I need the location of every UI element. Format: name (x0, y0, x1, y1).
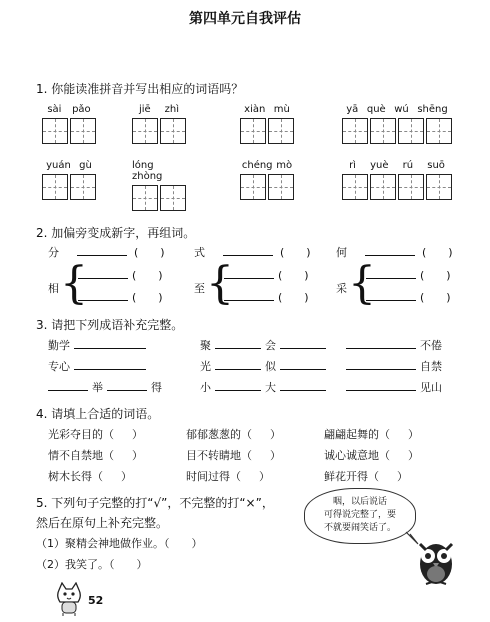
pinyin-syllable: gù (79, 160, 92, 171)
answer-line[interactable] (280, 336, 326, 349)
pinyin-syllable: yā (346, 104, 359, 115)
q4-phrase: 情不自禁地（ (48, 449, 114, 462)
answer-line[interactable] (224, 288, 274, 301)
pinyin-syllable: yuè (370, 160, 389, 171)
pinyin-label (342, 160, 452, 171)
idiom-text: 得 (151, 381, 162, 394)
pinyin-label (132, 104, 186, 115)
writing-grid (132, 118, 186, 144)
writing-cell[interactable] (370, 118, 396, 144)
pinyin-label (342, 104, 452, 115)
answer-line[interactable] (78, 288, 128, 301)
q4-item[interactable] (48, 426, 143, 442)
answer-line[interactable] (77, 243, 127, 256)
q2-brace-1 (48, 258, 188, 310)
answer-line[interactable] (215, 357, 261, 370)
q3-idiom-2a (48, 357, 146, 374)
answer-paren[interactable]: ( ) (420, 291, 451, 304)
q4-item[interactable] (48, 468, 132, 484)
bubble-line: 可得说完整了，要 (323, 510, 396, 520)
pinyin-label (240, 104, 294, 115)
speech-bubble (304, 488, 416, 544)
q4-phrase: 鲜花开得（ (324, 470, 379, 483)
pinyin-syllable: suō (427, 160, 445, 171)
writing-cell[interactable] (240, 174, 266, 200)
page-number: 52 (88, 594, 104, 607)
pinyin-label (240, 160, 294, 171)
writing-grid (42, 174, 96, 200)
answer-paren[interactable]: ( ) (422, 246, 453, 259)
writing-cell[interactable] (132, 118, 158, 144)
pinyin-grid-group (240, 104, 294, 144)
idiom-text: 自禁 (420, 360, 442, 373)
pinyin-syllable: wú (394, 104, 409, 115)
idiom-text: 举 (92, 381, 103, 394)
writing-cell[interactable] (426, 174, 452, 200)
pinyin-label (132, 160, 186, 182)
brace-icon: { (60, 258, 88, 309)
writing-cell[interactable] (42, 118, 68, 144)
q3-idiom-1b (200, 336, 326, 353)
writing-cell[interactable] (426, 118, 452, 144)
q4-phrase: 光彩夺目的（ (48, 428, 114, 441)
answer-paren[interactable]: ( ) (280, 246, 311, 259)
q4-phrase: 郁郁葱葱的（ (186, 428, 252, 441)
idiom-text: 专心 (48, 360, 70, 373)
q4-phrase: 翩翩起舞的（ (324, 428, 390, 441)
idiom-text: 聚 (200, 339, 211, 352)
writing-grid (342, 118, 452, 144)
idiom-text: 大 (265, 381, 276, 394)
brace-icon: { (348, 258, 376, 309)
q3-idiom-3a (48, 378, 162, 395)
answer-line[interactable] (224, 266, 274, 279)
pinyin-grid-group (240, 160, 294, 200)
answer-line[interactable] (215, 336, 261, 349)
pinyin-syllable: jiē (138, 104, 151, 115)
writing-cell[interactable] (132, 185, 158, 211)
q3-idiom-2c (346, 357, 442, 374)
answer-line[interactable] (107, 378, 147, 391)
idiom-text: 不倦 (420, 339, 442, 352)
pinyin-syllable: lóng zhòng (132, 160, 163, 182)
answer-line[interactable] (346, 336, 416, 349)
pinyin-syllable: mù (273, 104, 290, 115)
writing-cell[interactable] (268, 174, 294, 200)
q2-char: 分 (48, 246, 59, 259)
pinyin-grid-group (342, 104, 452, 144)
q5-sentence-2[interactable]: （2）我笑了。（ ） (36, 558, 148, 571)
pinyin-syllable: rú (402, 160, 414, 171)
pinyin-syllable: sài (47, 104, 62, 115)
q4-heading: 4. 请填上合适的词语。 (36, 407, 160, 421)
q2-char: 采 (336, 282, 347, 295)
q4-paren-close: ） (259, 470, 270, 483)
answer-paren[interactable]: ( ) (132, 269, 163, 282)
answer-line[interactable] (74, 336, 146, 349)
pinyin-syllable: què (366, 104, 386, 115)
writing-grid (42, 118, 96, 144)
answer-line[interactable] (365, 243, 415, 256)
writing-cell[interactable] (160, 118, 186, 144)
idiom-text: 见山 (420, 381, 442, 394)
writing-cell[interactable] (268, 118, 294, 144)
q4-phrase: 时间过得（ (186, 470, 241, 483)
answer-line[interactable] (48, 378, 88, 391)
q5-heading-cont: 然后在原句上补充完整。 (36, 516, 169, 530)
q4-paren-close: ） (132, 449, 143, 462)
q4-item[interactable] (186, 447, 281, 463)
answer-line[interactable] (215, 378, 261, 391)
answer-line[interactable] (366, 266, 416, 279)
answer-paren[interactable]: ( ) (132, 291, 163, 304)
q3-idiom-3b (200, 378, 326, 395)
pinyin-syllable: zhì (164, 104, 180, 115)
pinyin-syllable: yuán (46, 160, 71, 171)
q4-phrase: 树木长得（ (48, 470, 103, 483)
pinyin-syllable: pǎo (72, 104, 91, 115)
q4-item[interactable] (48, 447, 143, 463)
bubble-line: 不就要闹笑话了。 (323, 523, 396, 533)
pinyin-grid-group (132, 104, 186, 144)
writing-cell[interactable] (70, 118, 96, 144)
q4-item[interactable] (324, 426, 419, 442)
q2-brace-2 (194, 258, 334, 310)
pinyin-grid-group (132, 160, 186, 211)
q2-brace-3 (336, 258, 476, 310)
q4-paren-close: ） (408, 428, 419, 441)
q4-paren-close: ） (397, 470, 408, 483)
writing-grid (240, 174, 294, 200)
q3-idiom-1a (48, 336, 146, 353)
q4-item[interactable] (324, 447, 419, 463)
q4-item[interactable] (186, 426, 281, 442)
idiom-text: 小 (200, 381, 211, 394)
q4-item[interactable] (186, 468, 270, 484)
answer-paren[interactable]: ( ) (278, 269, 309, 282)
q2-char: 式 (194, 246, 205, 259)
answer-line[interactable] (346, 378, 416, 391)
writing-cell[interactable] (342, 118, 368, 144)
writing-cell[interactable] (370, 174, 396, 200)
q4-phrase: 目不转睛地（ (186, 449, 252, 462)
writing-cell[interactable] (342, 174, 368, 200)
q3-idiom-1c (346, 336, 442, 353)
writing-cell[interactable] (160, 185, 186, 211)
q1-heading: 1. 你能读准拼音并写出相应的词语吗？ (36, 82, 244, 96)
q2-heading: 2. 加偏旁变成新字，再组词。 (36, 226, 196, 240)
q4-paren-close: ） (121, 470, 132, 483)
pinyin-grid-group (42, 160, 96, 200)
answer-paren[interactable]: ( ) (420, 269, 451, 282)
q5-sentence-1[interactable]: （1）聚精会神地做作业。（ ） (36, 537, 203, 550)
idiom-text: 光 (200, 360, 211, 373)
writing-cell[interactable] (398, 118, 424, 144)
q4-paren-close: ） (270, 449, 281, 462)
q5-heading: 5. 下列句子完整的打“√”，不完整的打“×”， (36, 496, 274, 510)
answer-line[interactable] (346, 357, 416, 370)
writing-grid (240, 118, 294, 144)
q4-paren-close: ） (270, 428, 281, 441)
idiom-text: 会 (265, 339, 276, 352)
q3-heading: 3. 请把下列成语补充完整。 (36, 318, 184, 332)
pinyin-syllable: mò (276, 160, 293, 171)
owl-icon (412, 536, 460, 586)
writing-cell[interactable] (70, 174, 96, 200)
answer-line[interactable] (74, 357, 146, 370)
pinyin-syllable: xiàn (244, 104, 266, 115)
brace-icon: { (206, 258, 234, 309)
pinyin-grid-group (342, 160, 452, 200)
q2-char: 相 (48, 282, 59, 295)
pinyin-syllable: chéng (241, 160, 273, 171)
writing-cell[interactable] (240, 118, 266, 144)
answer-line[interactable] (280, 378, 326, 391)
answer-line[interactable] (78, 266, 128, 279)
answer-paren[interactable]: ( ) (134, 246, 165, 259)
q2-char: 何 (336, 246, 347, 259)
pinyin-label (42, 160, 96, 171)
q3-idiom-2b (200, 357, 326, 374)
answer-line[interactable] (280, 357, 326, 370)
q2-char: 至 (194, 282, 205, 295)
page-title: 第四单元自我评估 (189, 11, 301, 27)
q4-item[interactable] (324, 468, 408, 484)
writing-grid (132, 185, 186, 211)
writing-cell[interactable] (42, 174, 68, 200)
q3-idiom-3c (346, 378, 442, 395)
answer-line[interactable] (366, 288, 416, 301)
writing-grid (342, 174, 452, 200)
cat-icon (54, 582, 84, 616)
idiom-text: 似 (265, 360, 276, 373)
pinyin-syllable: shēng (417, 104, 448, 115)
writing-cell[interactable] (398, 174, 424, 200)
bubble-line: 咽，以后说话 (332, 497, 387, 507)
idiom-text: 勤学 (48, 339, 70, 352)
pinyin-label (42, 104, 96, 115)
answer-paren[interactable]: ( ) (278, 291, 309, 304)
q4-paren-close: ） (408, 449, 419, 462)
pinyin-grid-group (42, 104, 96, 144)
q4-paren-close: ） (132, 428, 143, 441)
pinyin-syllable: rì (349, 160, 356, 171)
answer-line[interactable] (223, 243, 273, 256)
q4-phrase: 诚心诚意地（ (324, 449, 390, 462)
